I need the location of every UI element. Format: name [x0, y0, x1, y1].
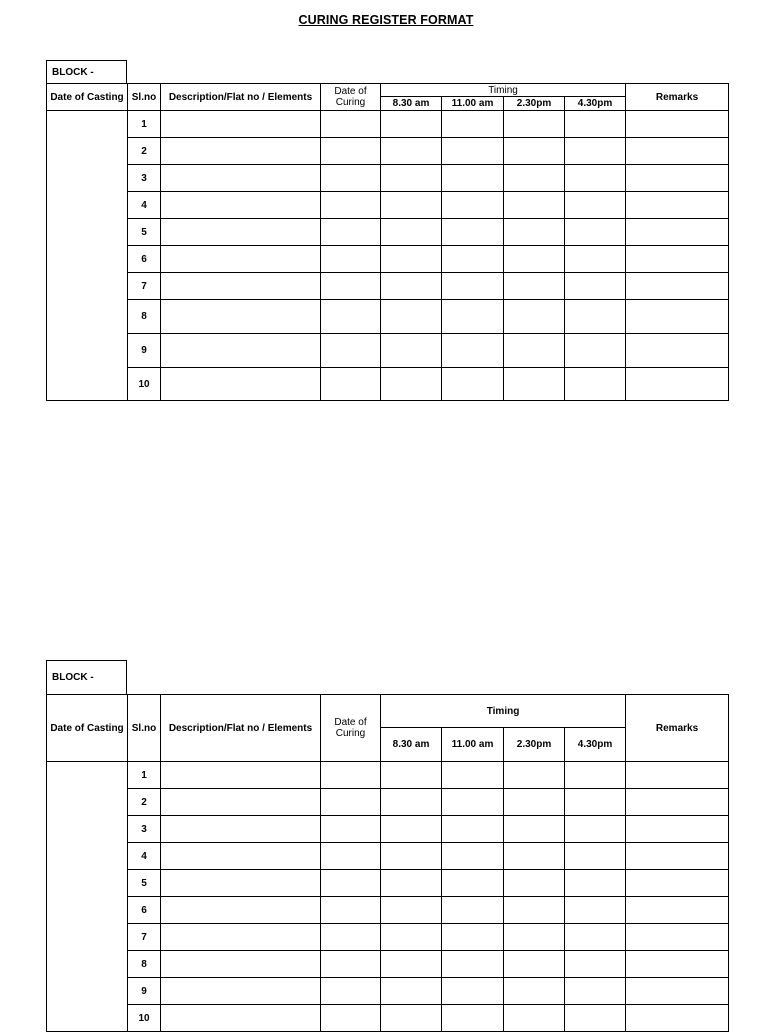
date-of-casting-cell[interactable] [47, 111, 128, 401]
block-label: BLOCK - [46, 660, 127, 695]
description-cell[interactable] [161, 1005, 321, 1032]
timing-cell[interactable] [504, 897, 565, 924]
description-header: Description/Flat no / Elements [161, 84, 321, 111]
timing-cell[interactable] [442, 978, 504, 1005]
time-header: 8.30 am [381, 97, 442, 111]
timing-cell[interactable] [565, 111, 626, 138]
description-cell[interactable] [161, 762, 321, 789]
sl-no-cell: 9 [128, 334, 161, 368]
timing-cell[interactable] [565, 843, 626, 870]
curing-date-cell[interactable] [321, 192, 381, 219]
timing-cell[interactable] [504, 111, 565, 138]
timing-cell[interactable] [381, 978, 442, 1005]
timing-cell[interactable] [565, 870, 626, 897]
block-label: BLOCK - [46, 60, 127, 84]
sl-no-cell: 1 [128, 111, 161, 138]
timing-cell[interactable] [565, 300, 626, 334]
curing-date-cell[interactable] [321, 219, 381, 246]
timing-cell[interactable] [565, 165, 626, 192]
timing-cell[interactable] [565, 334, 626, 368]
page-title: CURING REGISTER FORMAT [298, 13, 474, 27]
description-cell[interactable] [161, 334, 321, 368]
description-cell[interactable] [161, 816, 321, 843]
time-header: 11.00 am [442, 97, 504, 111]
time-header: 2.30pm [504, 728, 565, 762]
sl-no-cell: 2 [128, 138, 161, 165]
timing-cell[interactable] [504, 951, 565, 978]
timing-cell[interactable] [504, 1005, 565, 1032]
remarks-cell[interactable] [626, 897, 729, 924]
curing-date-cell[interactable] [321, 300, 381, 334]
timing-cell[interactable] [504, 273, 565, 300]
sl-no-cell: 8 [128, 300, 161, 334]
timing-cell[interactable] [504, 978, 565, 1005]
sl-no-cell: 6 [128, 246, 161, 273]
sl-no-header: Sl.no [128, 695, 161, 762]
remarks-cell[interactable] [626, 789, 729, 816]
register-table [46, 694, 729, 1032]
timing-cell[interactable] [381, 951, 442, 978]
remarks-cell[interactable] [626, 816, 729, 843]
remarks-cell[interactable] [626, 870, 729, 897]
remarks-cell[interactable] [626, 368, 729, 401]
time-header: 4.30pm [565, 97, 626, 111]
description-cell[interactable] [161, 246, 321, 273]
date-of-casting-cell[interactable] [47, 762, 128, 1032]
curing-date-cell[interactable] [321, 762, 381, 789]
timing-cell[interactable] [442, 762, 504, 789]
timing-cell[interactable] [565, 789, 626, 816]
timing-cell[interactable] [565, 816, 626, 843]
time-header: 11.00 am [442, 728, 504, 762]
timing-cell[interactable] [504, 816, 565, 843]
timing-cell[interactable] [504, 924, 565, 951]
curing-date-cell[interactable] [321, 1005, 381, 1032]
timing-cell[interactable] [442, 1005, 504, 1032]
remarks-cell[interactable] [626, 978, 729, 1005]
timing-cell[interactable] [565, 368, 626, 401]
sl-no-cell: 5 [128, 219, 161, 246]
curing-date-cell[interactable] [321, 978, 381, 1005]
timing-cell[interactable] [442, 897, 504, 924]
description-header: Description/Flat no / Elements [161, 695, 321, 762]
remarks-cell[interactable] [626, 165, 729, 192]
timing-cell[interactable] [442, 192, 504, 219]
sl-no-cell: 7 [128, 273, 161, 300]
timing-cell[interactable] [442, 368, 504, 401]
timing-cell[interactable] [442, 843, 504, 870]
description-cell[interactable] [161, 300, 321, 334]
remarks-cell[interactable] [626, 334, 729, 368]
curing-date-cell[interactable] [321, 334, 381, 368]
curing-date-cell[interactable] [321, 138, 381, 165]
timing-cell[interactable] [381, 843, 442, 870]
timing-cell[interactable] [504, 843, 565, 870]
timing-cell[interactable] [381, 924, 442, 951]
remarks-cell[interactable] [626, 192, 729, 219]
timing-cell[interactable] [381, 816, 442, 843]
timing-cell[interactable] [381, 789, 442, 816]
timing-cell[interactable] [504, 870, 565, 897]
timing-cell[interactable] [381, 334, 442, 368]
timing-cell[interactable] [504, 789, 565, 816]
timing-cell[interactable] [442, 951, 504, 978]
description-cell[interactable] [161, 219, 321, 246]
timing-cell[interactable] [381, 1005, 442, 1032]
description-cell[interactable] [161, 951, 321, 978]
time-header: 4.30pm [565, 728, 626, 762]
curing-date-cell[interactable] [321, 165, 381, 192]
remarks-cell[interactable] [626, 762, 729, 789]
sl-no-cell: 2 [128, 789, 161, 816]
timing-cell[interactable] [381, 300, 442, 334]
time-header: 2.30pm [504, 97, 565, 111]
remarks-cell[interactable] [626, 219, 729, 246]
curing-date-cell[interactable] [321, 924, 381, 951]
timing-cell[interactable] [565, 924, 626, 951]
timing-cell[interactable] [565, 951, 626, 978]
timing-cell[interactable] [565, 192, 626, 219]
timing-cell[interactable] [381, 762, 442, 789]
timing-header: Timing [381, 695, 626, 728]
timing-cell[interactable] [442, 138, 504, 165]
timing-cell[interactable] [381, 368, 442, 401]
timing-cell[interactable] [442, 273, 504, 300]
timing-cell[interactable] [565, 1005, 626, 1032]
timing-cell[interactable] [504, 762, 565, 789]
description-cell[interactable] [161, 978, 321, 1005]
remarks-cell[interactable] [626, 111, 729, 138]
description-cell[interactable] [161, 870, 321, 897]
timing-cell[interactable] [442, 111, 504, 138]
curing-date-cell[interactable] [321, 897, 381, 924]
date-of-curing-header: Date of Curing [321, 84, 381, 111]
timing-cell[interactable] [381, 870, 442, 897]
sl-no-cell: 8 [128, 951, 161, 978]
sl-no-cell: 1 [128, 762, 161, 789]
timing-cell[interactable] [565, 219, 626, 246]
timing-cell[interactable] [504, 138, 565, 165]
curing-date-cell[interactable] [321, 789, 381, 816]
curing-date-cell[interactable] [321, 816, 381, 843]
timing-cell[interactable] [381, 897, 442, 924]
timing-cell[interactable] [504, 300, 565, 334]
remarks-cell[interactable] [626, 246, 729, 273]
remarks-cell[interactable] [626, 300, 729, 334]
timing-cell[interactable] [381, 246, 442, 273]
sl-no-cell: 7 [128, 924, 161, 951]
remarks-cell[interactable] [626, 1005, 729, 1032]
timing-cell[interactable] [381, 111, 442, 138]
remarks-cell[interactable] [626, 924, 729, 951]
timing-cell[interactable] [442, 165, 504, 192]
timing-cell[interactable] [381, 165, 442, 192]
sl-no-cell: 10 [128, 368, 161, 401]
timing-cell[interactable] [442, 924, 504, 951]
timing-cell[interactable] [442, 246, 504, 273]
time-header: 8.30 am [381, 728, 442, 762]
timing-cell[interactable] [442, 219, 504, 246]
timing-cell[interactable] [504, 219, 565, 246]
timing-cell[interactable] [565, 897, 626, 924]
timing-cell[interactable] [504, 368, 565, 401]
description-cell[interactable] [161, 368, 321, 401]
description-cell[interactable] [161, 924, 321, 951]
description-cell[interactable] [161, 138, 321, 165]
sl-no-cell: 4 [128, 192, 161, 219]
sl-no-header: Sl.no [128, 84, 161, 111]
sl-no-cell: 3 [128, 165, 161, 192]
curing-date-cell[interactable] [321, 843, 381, 870]
curing-date-cell[interactable] [321, 273, 381, 300]
description-cell[interactable] [161, 789, 321, 816]
timing-cell[interactable] [381, 273, 442, 300]
remarks-header: Remarks [626, 84, 729, 111]
timing-cell[interactable] [504, 192, 565, 219]
date-of-casting-header: Date of Casting [47, 695, 128, 762]
description-cell[interactable] [161, 192, 321, 219]
date-of-casting-header: Date of Casting [47, 84, 128, 111]
timing-cell[interactable] [504, 334, 565, 368]
timing-cell[interactable] [442, 334, 504, 368]
timing-cell[interactable] [381, 219, 442, 246]
timing-cell[interactable] [381, 138, 442, 165]
sl-no-cell: 10 [128, 1005, 161, 1032]
description-cell[interactable] [161, 273, 321, 300]
timing-cell[interactable] [442, 300, 504, 334]
timing-cell[interactable] [565, 138, 626, 165]
timing-cell[interactable] [381, 192, 442, 219]
remarks-cell[interactable] [626, 273, 729, 300]
timing-cell[interactable] [442, 870, 504, 897]
sl-no-cell: 3 [128, 816, 161, 843]
curing-date-cell[interactable] [321, 870, 381, 897]
timing-cell[interactable] [504, 165, 565, 192]
sl-no-cell: 6 [128, 897, 161, 924]
description-cell[interactable] [161, 111, 321, 138]
sl-no-cell: 5 [128, 870, 161, 897]
sl-no-cell: 4 [128, 843, 161, 870]
description-cell[interactable] [161, 165, 321, 192]
timing-cell[interactable] [442, 816, 504, 843]
remarks-cell[interactable] [626, 843, 729, 870]
date-of-curing-header: Date of Curing [321, 695, 381, 762]
sl-no-cell: 9 [128, 978, 161, 1005]
timing-cell[interactable] [565, 273, 626, 300]
remarks-cell[interactable] [626, 138, 729, 165]
curing-date-cell[interactable] [321, 111, 381, 138]
timing-cell[interactable] [504, 246, 565, 273]
remarks-header: Remarks [626, 695, 729, 762]
curing-date-cell[interactable] [321, 368, 381, 401]
timing-header: Timing [381, 84, 626, 97]
description-cell[interactable] [161, 897, 321, 924]
curing-date-cell[interactable] [321, 246, 381, 273]
remarks-cell[interactable] [626, 951, 729, 978]
timing-cell[interactable] [565, 978, 626, 1005]
description-cell[interactable] [161, 843, 321, 870]
timing-cell[interactable] [565, 762, 626, 789]
timing-cell[interactable] [565, 246, 626, 273]
register-table [46, 83, 729, 401]
timing-cell[interactable] [442, 789, 504, 816]
curing-date-cell[interactable] [321, 951, 381, 978]
